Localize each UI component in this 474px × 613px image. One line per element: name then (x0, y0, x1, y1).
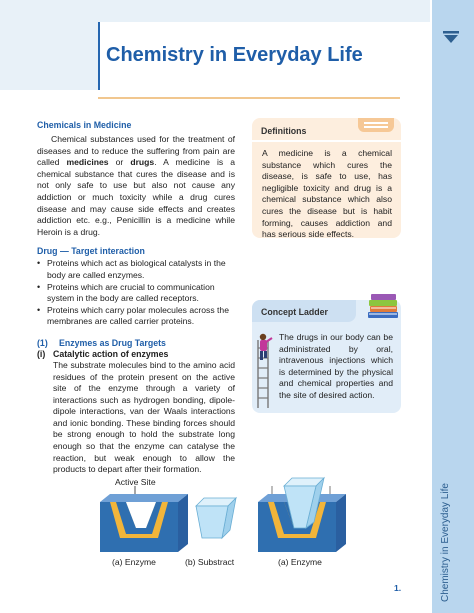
ladder-climber-icon (254, 332, 276, 413)
enzyme-shape-left (100, 494, 188, 552)
notepad-icon (358, 118, 394, 132)
definitions-title: Definitions (261, 126, 307, 136)
enzyme-paragraph: The substrate molecules bind to the amino acid residues of the protein present on the active site of the enzyme through a variety of interactions such as hydrogen bonding, dipole-dipole interactions, van der Waals interactions and ionic bonding. These binding forces should be strong enough to hold the substrate long enough so that the enzyme can catalyse the reaction, but weak enough to allow the products to depart after their formation. (53, 359, 235, 475)
concept-ladder-title: Concept Ladder (261, 307, 328, 317)
caption-enzyme-a: (a) Enzyme (112, 557, 156, 567)
title-band-top (98, 0, 430, 22)
medicine-paragraph: Chemical substances used for the treatment of diseases and to reduce the suffering from pain are called medicines or drugs. A medicine is a chemical substance that cures the disease and is not only safe to use but also not cause any addiction or much toxicity while a drug cures disease and may cause side effects and creates addiction etc. e.g., Penicillin is a medicine while Heroin is a drug. (37, 134, 235, 237)
sidebar-chapter-label: Chemistry in Everyday Life (440, 483, 451, 602)
enzyme-substrate-complex (258, 478, 346, 552)
list-item: • Proteins which are crucial to communication system in the body are called receptors. (37, 282, 235, 305)
concept-ladder-text: The drugs in our body can be administrated by oral, intravenous injections which is determined by the physical and chemical properties and the site of desired action. (279, 332, 393, 400)
active-site-label: Active Site (115, 477, 156, 487)
page-title: Chemistry in Everyday Life (106, 44, 363, 66)
subheading-catalytic-action: (i) Catalytic action of enzymes (37, 348, 169, 359)
enzyme-substrate-diagram (100, 472, 400, 552)
caption-substract-b: (b) Substract (185, 557, 235, 567)
keyword-medicines: medicines (66, 157, 109, 168)
substrate-shape (196, 498, 236, 538)
books-stack-icon (366, 290, 400, 325)
definitions-text: A medicine is a chemical substance which cures the disease, is safe to use, has negligible toxicity and drug is a chemical substance which also cures the disease but is habit forming, causes addiction and has serious side effects. (262, 148, 392, 240)
page-number: 1. (394, 583, 402, 593)
keyword-drugs: drugs (130, 157, 155, 168)
section-heading-drug-target: Drug — Target interaction (37, 246, 145, 257)
title-underline (98, 97, 400, 99)
chevron-tab-icon (440, 30, 462, 49)
list-item: • Proteins which act as biological catalysts in the body are called enzymes. (37, 258, 235, 281)
caption-enzyme-a-2: (a) Enzyme (278, 557, 322, 567)
section-heading-enzymes: (1) Enzymes as Drug Targets (37, 337, 166, 348)
list-item: • Proteins which carry polar molecules across the membranes are called carrier proteins. (37, 305, 235, 328)
side-tab (432, 0, 474, 613)
drug-target-list (37, 258, 235, 328)
main-column (37, 120, 235, 476)
title-band (0, 0, 98, 90)
section-heading-medicine: Chemicals in Medicine (37, 120, 132, 130)
